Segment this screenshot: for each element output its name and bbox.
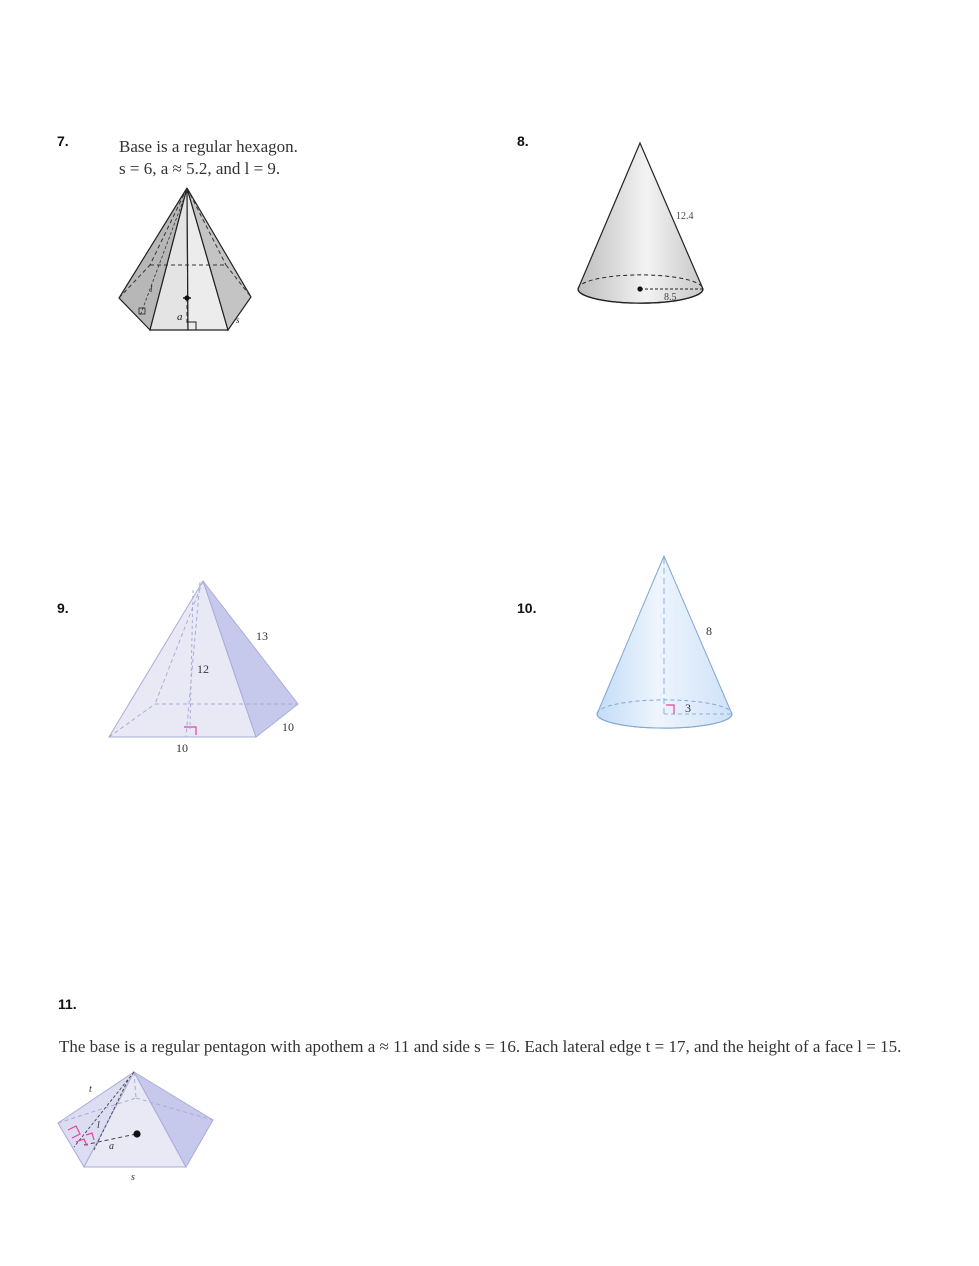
problem-7-number: 7. — [57, 133, 69, 149]
pyr9-front-label: 10 — [176, 741, 188, 755]
problem-10-number: 10. — [517, 600, 537, 616]
pyr9-side-label: 10 — [282, 720, 294, 734]
cone10-radius-label: 3 — [685, 701, 691, 715]
hex-label-a: a — [177, 311, 183, 323]
problem-7-caption-line1: Base is a regular hexagon. — [119, 137, 298, 156]
hex-label-s: s — [236, 315, 240, 325]
cone10-slant-label: 8 — [706, 624, 712, 638]
pyr9-height-label: 12 — [197, 662, 209, 676]
pyr9-edge-label: 13 — [256, 629, 268, 643]
hex-label-l: l — [150, 284, 153, 294]
problem-9-number: 9. — [57, 600, 69, 616]
pent-label-t: t — [89, 1084, 92, 1095]
cone8-radius-label: 8.5 — [664, 292, 677, 303]
problem-11-text: The base is a regular pentagon with apothem a ≈ 11 and side s = 16. Each lateral edge t = 17, and the height of a face l = 15. — [59, 1037, 902, 1056]
pent-label-s: s — [131, 1172, 135, 1183]
pent-label-l: l — [97, 1120, 100, 1131]
problem-8-number: 8. — [517, 133, 529, 149]
cone8-slant-label: 12.4 — [676, 211, 694, 222]
pent-label-a: a — [109, 1141, 114, 1152]
problem-11-number: 11. — [58, 996, 77, 1012]
problem-7-caption-line2: s = 6, a ≈ 5.2, and l = 9. — [119, 159, 281, 178]
